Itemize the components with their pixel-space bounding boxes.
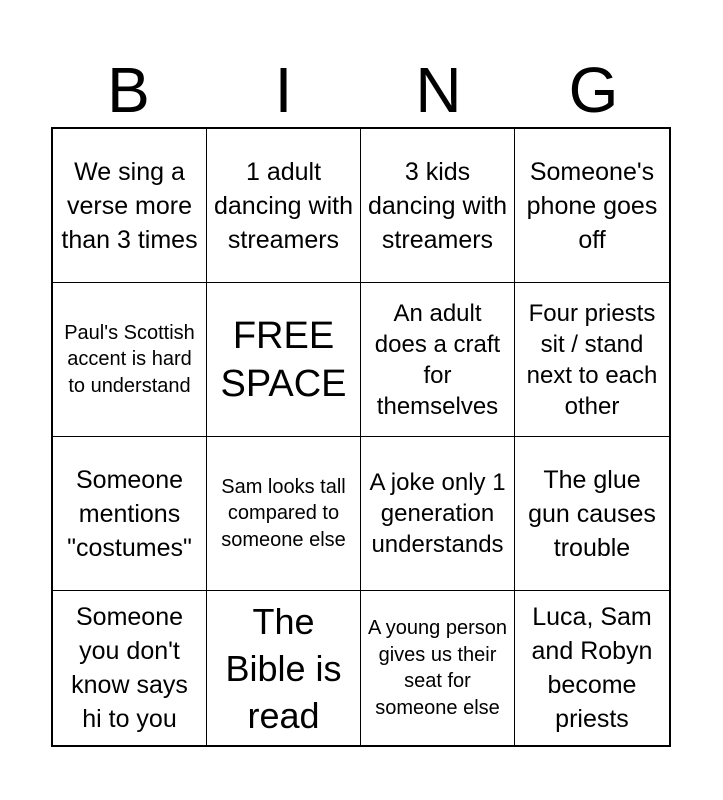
header-letter-n: N bbox=[415, 54, 462, 126]
header-letter-i: I bbox=[274, 54, 293, 126]
bingo-header bbox=[51, 52, 671, 128]
bingo-cell[interactable] bbox=[361, 437, 515, 591]
bingo-cell[interactable] bbox=[53, 437, 207, 591]
bingo-cell[interactable] bbox=[53, 591, 207, 745]
bingo-cell[interactable] bbox=[515, 129, 669, 283]
cell-text: A young person gives us their seat for someone else bbox=[368, 617, 507, 719]
cell-text: Paul's Scottish accent is hard to understand bbox=[64, 321, 195, 397]
cell-text: The glue gun causes trouble bbox=[528, 465, 656, 562]
cell-text: 1 adult dancing with streamers bbox=[214, 157, 353, 254]
bingo-card bbox=[51, 127, 671, 747]
cell-text: An adult does a craft for themselves bbox=[374, 299, 501, 420]
bingo-cell[interactable] bbox=[53, 129, 207, 283]
bingo-cell[interactable] bbox=[515, 591, 669, 745]
cell-text: Someone mentions "costumes" bbox=[67, 465, 192, 562]
bingo-cell[interactable] bbox=[515, 437, 669, 591]
cell-text: A joke only 1 generation understands bbox=[369, 469, 506, 558]
free-space-cell[interactable] bbox=[207, 283, 361, 437]
cell-text: Four priests sit / stand next to each other bbox=[526, 299, 658, 420]
bingo-cell[interactable] bbox=[361, 129, 515, 283]
cell-text: Luca, Sam and Robyn become priests bbox=[531, 603, 653, 733]
bingo-cell[interactable] bbox=[207, 129, 361, 283]
header-letter-g: G bbox=[568, 54, 619, 126]
bingo-cell[interactable] bbox=[207, 591, 361, 745]
cell-text: 3 kids dancing with streamers bbox=[368, 157, 507, 254]
bingo-cell[interactable] bbox=[361, 283, 515, 437]
cell-text: The Bible is read bbox=[225, 600, 342, 736]
bingo-cell[interactable] bbox=[361, 591, 515, 745]
header-letter-b: B bbox=[107, 54, 150, 126]
cell-text: We sing a verse more than 3 times bbox=[61, 157, 198, 254]
cell-text: Someone you don't know says hi to you bbox=[71, 603, 188, 733]
bingo-cell[interactable] bbox=[515, 283, 669, 437]
free-space-text: FREE SPACE bbox=[220, 314, 347, 405]
cell-text: Sam looks tall compared to someone else bbox=[221, 475, 346, 551]
bingo-cell[interactable] bbox=[53, 283, 207, 437]
cell-text: Someone's phone goes off bbox=[526, 157, 658, 254]
bingo-cell[interactable] bbox=[207, 437, 361, 591]
